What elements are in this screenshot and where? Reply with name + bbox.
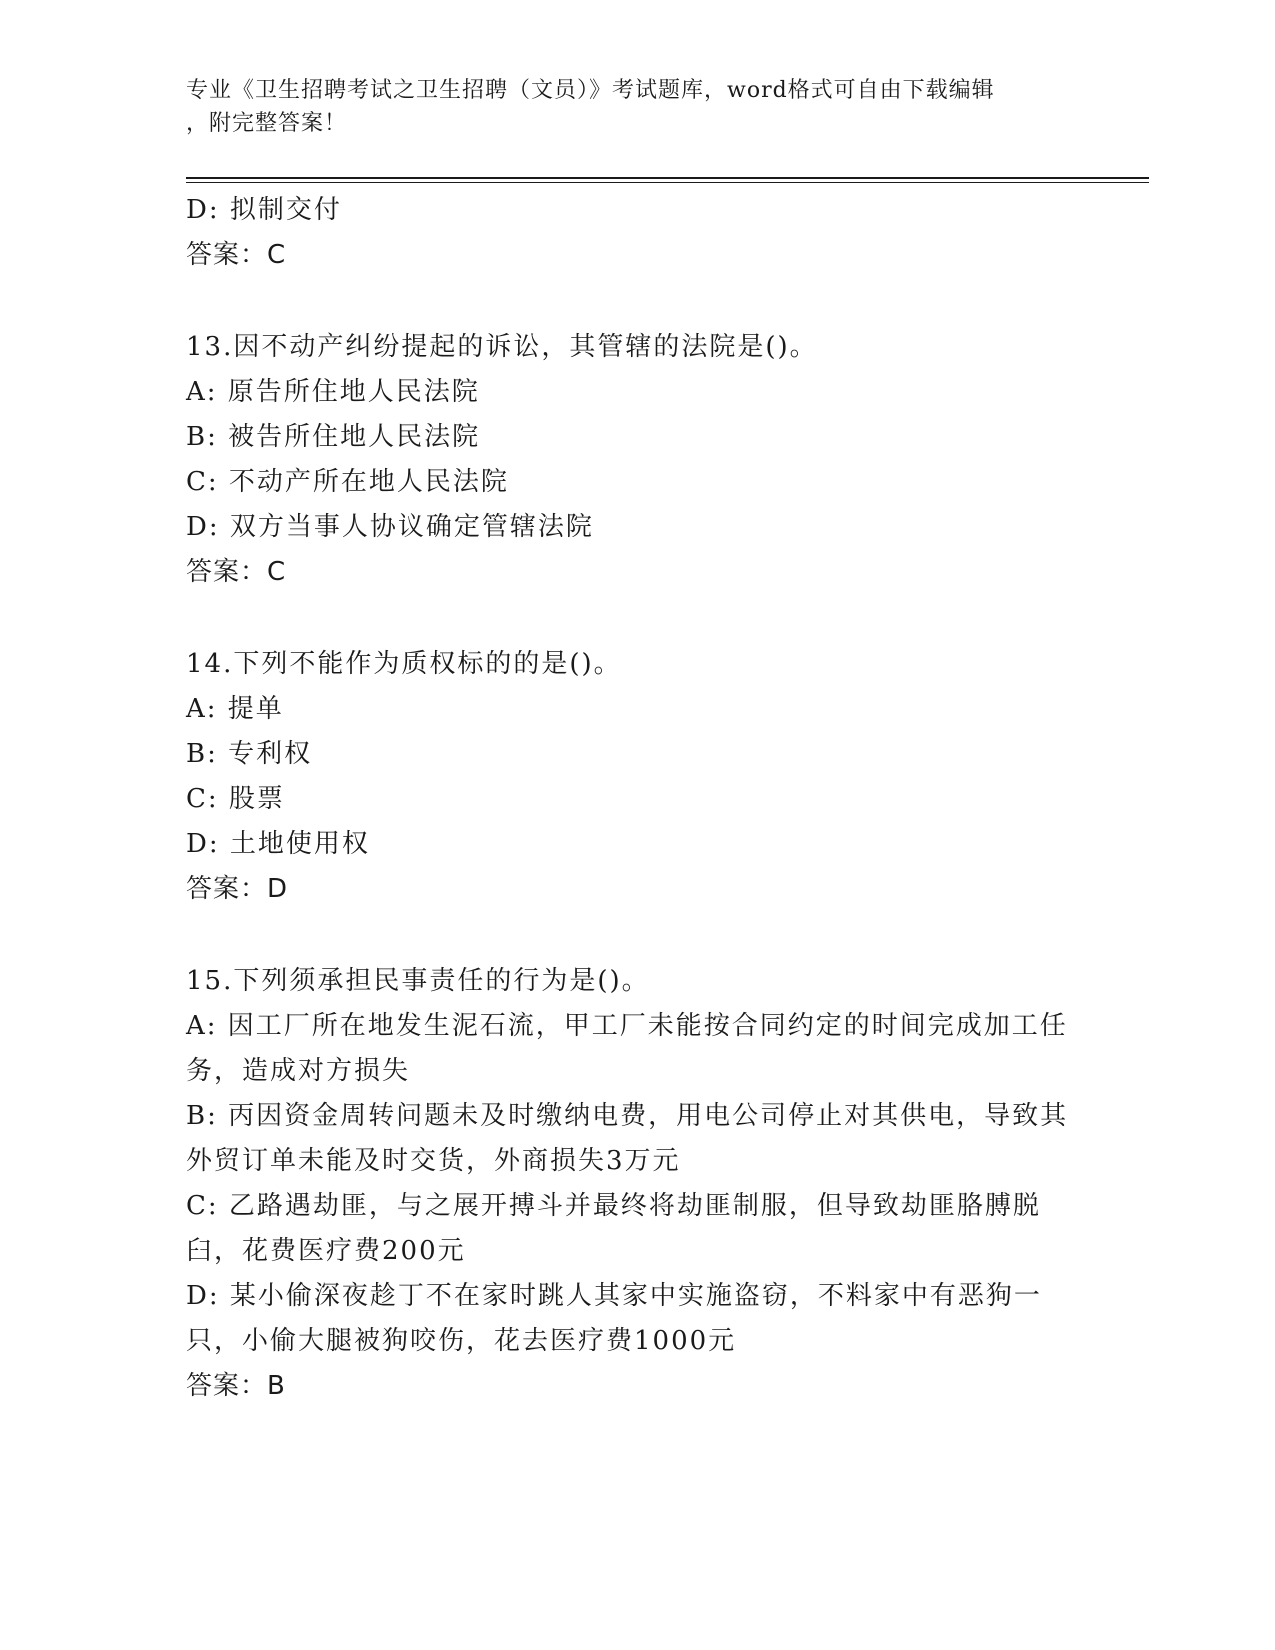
question-content [186, 188, 1076, 1409]
option-a: A: 提单 [186, 694, 284, 724]
option-a: A: 原告所住地人民法院 [186, 377, 480, 407]
spacer [186, 595, 1076, 642]
option-d: D: 土地使用权 [186, 829, 370, 859]
option-d: D: 双方当事人协议确定管辖法院 [186, 512, 594, 542]
option-d: D: 某小偷深夜趁丁不在家时跳人其家中实施盗窃，不料家中有恶狗一只，小偷大腿被狗咬伤，花去医疗费1000元 [186, 1281, 1042, 1356]
header-line-1: 专业《卫生招聘考试之卫生招聘（文员）》考试题库，word格式可自由下载编辑 [186, 78, 995, 103]
option-a: A: 因工厂所在地发生泥石流，甲工厂未能按合同约定的时间完成加工任务，造成对方损失 [186, 1011, 1068, 1086]
question-stem: 13.因不动产纠纷提起的诉讼，其管辖的法院是()。 [186, 332, 818, 362]
header-rule-thin [186, 182, 1149, 183]
spacer [186, 278, 1076, 325]
header-line-2: ，附完整答案！ [186, 111, 348, 136]
question-stem: 14.下列不能作为质权标的的是()。 [186, 649, 622, 679]
previous-question-tail [186, 188, 1076, 278]
answer-line: 答案：D [186, 874, 289, 904]
question-13 [186, 325, 1076, 595]
question-stem: 15.下列须承担民事责任的行为是()。 [186, 966, 650, 996]
option-b: B: 被告所住地人民法院 [186, 422, 481, 452]
header-rule-thick [186, 177, 1149, 179]
question-14 [186, 642, 1076, 912]
spacer [186, 912, 1076, 959]
page-header [186, 74, 1066, 140]
answer-line: 答案：C [186, 240, 287, 270]
option-d: D: 拟制交付 [186, 195, 342, 225]
answer-line: 答案：B [186, 1371, 286, 1401]
option-c: C: 不动产所在地人民法院 [186, 467, 509, 497]
question-15 [186, 959, 1076, 1409]
option-c: C: 乙路遇劫匪，与之展开搏斗并最终将劫匪制服，但导致劫匪胳膊脱臼，花费医疗费200元 [186, 1191, 1041, 1266]
answer-line: 答案：C [186, 557, 287, 587]
option-b: B: 丙因资金周转问题未及时缴纳电费，用电公司停止对其供电，导致其外贸订单未能及时交货，外商损失3万元 [186, 1101, 1069, 1176]
option-b: B: 专利权 [186, 739, 313, 769]
option-c: C: 股票 [186, 784, 285, 814]
